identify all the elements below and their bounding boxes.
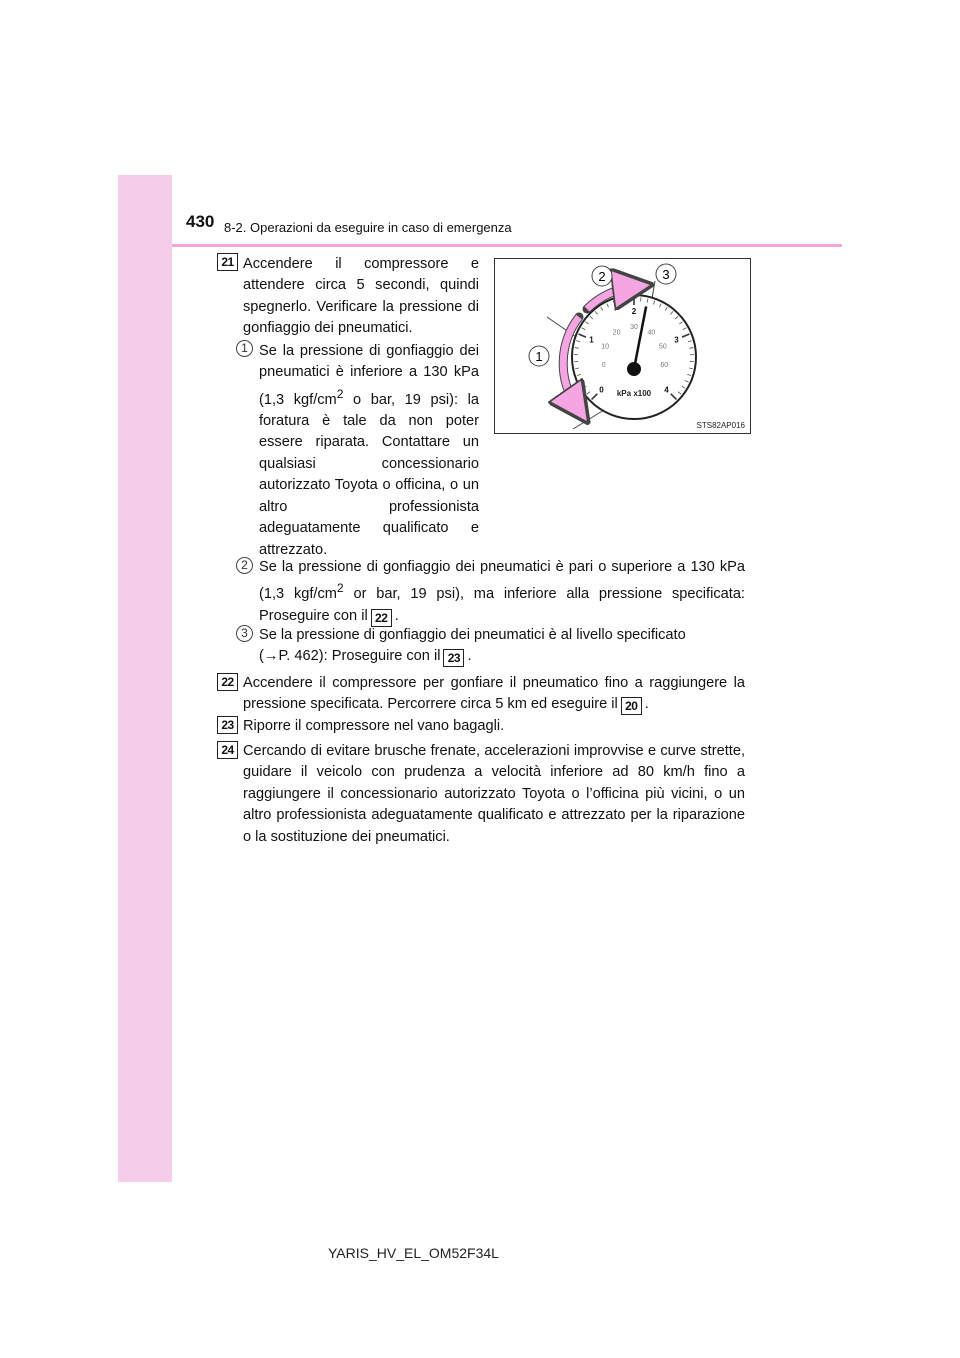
gauge-outer-label: 0 bbox=[599, 385, 604, 395]
step-badge-24: 24 bbox=[217, 741, 238, 759]
page-number: 430 bbox=[186, 212, 215, 231]
header-rule bbox=[172, 244, 842, 247]
sub-3-text: Se la pressione di gonfiaggio dei pneumatici è al livello specificato (→P. 462): Proseguire con il 23 . bbox=[259, 627, 686, 666]
gauge-outer-label: 3 bbox=[674, 335, 679, 345]
sub-marker-3: 3 bbox=[236, 625, 253, 642]
sub-marker-2: 2 bbox=[236, 557, 253, 574]
gauge-inner-label: 40 bbox=[647, 329, 656, 337]
callout-2: 2 bbox=[598, 269, 606, 284]
gauge-hub bbox=[627, 362, 641, 376]
step-21-text: Accendere il compressore e attendere circa 5 secondi, quindi spegnerlo. Verificare la pressione di gonfiaggio dei pneumatici. bbox=[243, 256, 479, 337]
sub-2-text: Se la pressione di gonfiaggio dei pneumatici è pari o superiore a 130 kPa (1,3 kgf/$cm^2$ or bar, 19 psi), ma inferiore alla pressione specificata: Proseguire con il 22 . bbox=[259, 559, 745, 625]
gauge-inner-label: 0 bbox=[601, 361, 606, 369]
figure-code: STS82AP016 bbox=[696, 421, 745, 430]
ref-badge-22[interactable]: 22 bbox=[371, 609, 392, 627]
ref-badge-20[interactable]: 20 bbox=[621, 697, 642, 715]
step-badge-22: 22 bbox=[217, 673, 238, 691]
gauge-inner-label: 30 bbox=[630, 324, 638, 331]
callout-1: 1 bbox=[535, 349, 543, 364]
gauge-outer-label: 2 bbox=[631, 307, 637, 316]
gauge-inner-label: 10 bbox=[601, 343, 610, 351]
step-22-text: Accendere il compressore per gonfiare il pneumatico fino a raggiungere la pressione specificata. Percorrere circa 5 km ed eseguire il 20 . bbox=[243, 675, 745, 714]
step-badge-21: 21 bbox=[217, 253, 238, 271]
gauge-inner-label: 60 bbox=[660, 361, 669, 369]
document-code: YARIS_HV_EL_OM52F34L bbox=[328, 1245, 499, 1261]
ref-badge-23[interactable]: 23 bbox=[443, 649, 464, 667]
callout-3: 3 bbox=[662, 267, 670, 282]
section-title: 8-2. Operazioni da eseguire in caso di emergenza bbox=[224, 220, 512, 235]
gauge-unit-label: kPa x100 bbox=[616, 389, 652, 398]
gauge-inner-label: 20 bbox=[612, 329, 621, 337]
sub-marker-1: 1 bbox=[236, 340, 253, 357]
step-24-text: Cercando di evitare brusche frenate, accelerazioni improvvise e curve strette, guidare il veicolo con prudenza a velocità inferiore ad 80 km/h fino a raggiungere il concessionario autorizzato Toyota o l’officina più vicini, o un altro professionista adeguatamente qualificato e attrezzato per la riparazione o la sostituzione dei pneumatici. bbox=[243, 743, 745, 845]
gauge-inner-label: 50 bbox=[658, 343, 667, 351]
sub-1-text: Se la pressione di gonfiaggio dei pneumatici è inferiore a 130 kPa (1,3 kgf/$cm^2$ o bar, 19 psi): la foratura è tale da non poter essere riparata. Contattare un qualsiasi concessionario autorizzato Toyota o officina, o un altro professionista adeguatamente qualificato e attrezzato. bbox=[259, 343, 479, 558]
gauge-outer-label: 4 bbox=[664, 385, 669, 395]
step-23-text: Riporre il compressore nel vano bagagli. bbox=[243, 718, 505, 734]
pressure-gauge-figure bbox=[494, 258, 751, 434]
sidebar-tab bbox=[118, 175, 172, 1182]
pressure-gauge-illustration bbox=[495, 259, 750, 433]
gauge-outer-label: 1 bbox=[589, 335, 594, 345]
step-badge-23: 23 bbox=[217, 716, 238, 734]
